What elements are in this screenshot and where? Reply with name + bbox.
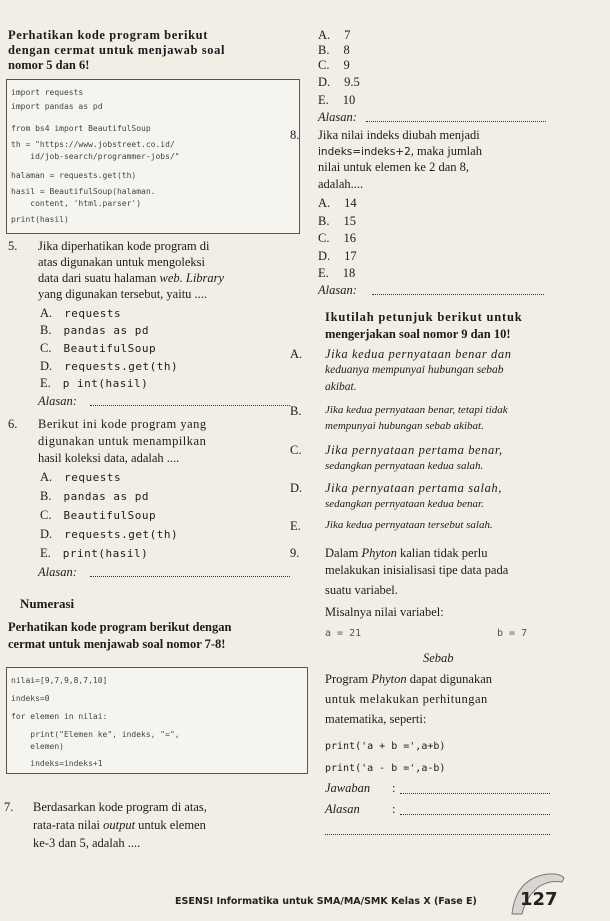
option-letter: D.: [318, 75, 331, 89]
q8-line-2: [318, 144, 482, 159]
q9-extra-line[interactable]: [325, 834, 550, 835]
intro-line-3: nomor 5 dan 6!: [8, 58, 90, 72]
code-line: from bs4 import BeautifulSoup: [11, 124, 151, 133]
q9-s1a: Program: [325, 672, 369, 686]
code-line: halaman = requests.get(th): [11, 171, 137, 180]
instruction-line-2: mengerjakan soal nomor 9 dan 10!: [325, 327, 511, 341]
q9-line-1b: Phyton: [361, 546, 397, 560]
q6-option-d[interactable]: [40, 527, 178, 542]
option-text: 17: [344, 249, 357, 263]
option-letter: D.: [40, 527, 53, 541]
option-text: 14: [344, 196, 357, 210]
numerasi-title: Numerasi: [20, 596, 75, 611]
q9-line-1a: Dalam: [325, 546, 359, 560]
q8-answer-line[interactable]: [372, 294, 544, 295]
q7-option-c[interactable]: [318, 58, 350, 73]
q7-number: 7.: [4, 800, 14, 814]
q8-alasan-label: Alasan:: [318, 283, 357, 297]
q6-answer-line[interactable]: [90, 576, 290, 577]
instruction-option-b-letter: B.: [290, 404, 302, 418]
q8-line-2a: indeks=indeks+2: [318, 146, 411, 158]
q9-alasan-label: Alasan: [325, 802, 360, 816]
q5-option-e[interactable]: [40, 376, 148, 391]
q9-line-2: melakukan inisialisasi tipe data pada: [325, 563, 509, 577]
option-letter: E.: [40, 376, 51, 390]
q5-line-4: yang digunakan tersebut, yaitu ....: [38, 287, 208, 301]
option-text: p int(hasil): [62, 377, 149, 390]
code-line: indeks=indeks+1: [11, 759, 103, 768]
footer-text: ESENSI Informatika untuk SMA/MA/SMK Kelas X (Fase E): [175, 896, 477, 907]
numerasi-line-2: cermat untuk menjawab soal nomor 7-8!: [8, 637, 226, 651]
intro-line-1: Perhatikan kode program berikut: [8, 28, 208, 42]
q9-sebab-line-2: untuk melakukan perhitungan: [325, 692, 488, 706]
code-line: th = "https://www.jobstreet.co.id/: [11, 140, 175, 149]
code-line: indeks=0: [11, 694, 50, 703]
q7-answer-line[interactable]: [366, 121, 546, 122]
q8-option-c[interactable]: [318, 231, 356, 246]
q8-line-1: Jika nilai indeks diubah menjadi: [318, 128, 480, 142]
q7-line-2: [33, 818, 206, 833]
instruction-option-d-line-2: sedangkan pernyataan kedua benar.: [325, 498, 484, 510]
q6-line-3: hasil koleksi data, adalah ....: [38, 451, 180, 465]
q9-line-1: [325, 546, 487, 561]
q6-option-c[interactable]: [40, 508, 156, 523]
option-letter: E.: [318, 93, 329, 107]
option-text: requests: [64, 307, 122, 320]
code-line: print("Elemen ke", indeks, "=",: [11, 730, 180, 739]
instruction-option-e-letter: E.: [290, 519, 301, 533]
option-letter: C.: [40, 508, 52, 522]
option-text: 8: [343, 43, 350, 57]
option-letter: C.: [318, 231, 330, 245]
q5-line-3a: data dari suatu halaman: [38, 271, 157, 285]
option-letter: D.: [318, 249, 331, 263]
option-letter: B.: [40, 323, 52, 337]
q8-line-2b: , maka jumlah: [410, 144, 482, 158]
q6-option-a[interactable]: [40, 470, 121, 485]
option-letter: B.: [318, 214, 330, 228]
q7-line-1: Berdasarkan kode program di atas,: [33, 800, 207, 814]
q7-line-2a: rata-rata nilai: [33, 818, 100, 832]
q9-s1c: dapat digunakan: [409, 672, 492, 686]
option-text: 16: [343, 231, 356, 245]
option-text: 9: [343, 58, 350, 72]
q7-option-b[interactable]: [318, 43, 350, 58]
instruction-option-c-line-1: Jika pernyataan pertama benar,: [325, 443, 503, 457]
q8-option-a[interactable]: [318, 196, 357, 211]
code-line: content, 'html.parser'): [11, 199, 142, 208]
code-line: id/job-search/programmer-jobs/": [11, 152, 180, 161]
q7-line-3: ke-3 dan 5, adalah ....: [33, 836, 141, 850]
q9-jawaban-colon: :: [392, 781, 396, 795]
page-number: 127: [520, 889, 558, 910]
instruction-option-a-letter: A.: [290, 347, 303, 361]
code-line: hasil = BeautifulSoup(halaman.: [11, 187, 156, 196]
q8-number: 8.: [290, 128, 300, 142]
option-letter: A.: [40, 470, 53, 484]
q9-alasan-line[interactable]: [400, 814, 550, 815]
option-letter: C.: [40, 341, 52, 355]
q8-line-4: adalah....: [318, 177, 364, 191]
q5-option-b[interactable]: [40, 323, 149, 338]
q5-option-d[interactable]: [40, 359, 178, 374]
q9-number: 9.: [290, 546, 300, 560]
instruction-option-c-letter: C.: [290, 443, 302, 457]
q5-option-a[interactable]: [40, 306, 121, 321]
code-line: import pandas as pd: [11, 102, 103, 111]
q9-line-3: suatu variabel.: [325, 583, 398, 597]
q8-option-d[interactable]: [318, 249, 357, 264]
option-text: BeautifulSoup: [63, 342, 157, 355]
q7-option-a[interactable]: [318, 28, 350, 43]
q6-line-1: Berikut ini kode program yang: [38, 417, 207, 431]
code-line: import requests: [11, 88, 84, 97]
q5-line-1: Jika diperhatikan kode program di: [38, 239, 210, 253]
q5-answer-line[interactable]: [90, 405, 290, 406]
q6-option-b[interactable]: [40, 489, 149, 504]
q9-sebab: Sebab: [423, 651, 454, 665]
q8-line-3: nilai untuk elemen ke 2 dan 8,: [318, 160, 470, 174]
q6-line-2: digunakan untuk menampilkan: [38, 434, 207, 448]
option-text: 7: [344, 28, 351, 42]
option-text: 15: [343, 214, 356, 228]
option-letter: E.: [40, 546, 51, 560]
q7-option-d[interactable]: [318, 75, 360, 90]
instruction-option-b-line-2: mempunyai hubungan sebab akibat.: [325, 420, 484, 432]
option-text: BeautifulSoup: [63, 509, 157, 522]
instruction-option-c-line-2: sedangkan pernyataan kedua salah.: [325, 460, 484, 472]
instruction-option-d-line-1: Jika pernyataan pertama salah,: [325, 481, 503, 495]
option-letter: B.: [40, 489, 52, 503]
q8-option-e[interactable]: [318, 266, 355, 281]
code-block-1: [6, 79, 300, 234]
option-text: 18: [342, 266, 356, 280]
q7-line-2c: untuk elemen: [138, 818, 206, 832]
q9-s1b: Phyton: [371, 672, 407, 686]
instruction-option-e-line-1: Jika kedua pernyataan tersebut salah.: [325, 519, 493, 531]
instruction-option-d-letter: D.: [290, 481, 303, 495]
q6-number: 6.: [8, 417, 18, 431]
q9-var-a: a = 21: [325, 628, 362, 639]
q9-sebab-line-3: matematika, seperti:: [325, 712, 427, 726]
option-text: requests: [64, 471, 122, 484]
instruction-option-a-line-2: keduanya mempunyai hubungan sebab: [325, 364, 504, 376]
q9-var-b: b = 7: [497, 628, 528, 639]
q6-option-e[interactable]: [40, 546, 148, 561]
q9-line-4: Misalnya nilai variabel:: [325, 605, 444, 619]
code-line: for elemen in nilai:: [11, 712, 108, 721]
q7-line-2b: output: [103, 818, 136, 832]
q9-sebab-line-1: [325, 672, 492, 687]
option-text: pandas as pd: [63, 490, 149, 503]
q5-line-3b: web. Library: [159, 271, 225, 285]
q9-code-line-2: print('a - b =',a-b): [325, 763, 446, 774]
option-letter: A.: [40, 306, 53, 320]
q7-alasan-label: Alasan:: [318, 110, 357, 124]
q9-code-line-1: print('a + b =',a+b): [325, 741, 446, 752]
code-line: nilai=[9,7,9,8,7,10]: [11, 676, 108, 685]
instruction-option-a-line-3: akibat.: [325, 381, 357, 393]
q5-line-3: [38, 271, 224, 286]
q8-option-b[interactable]: [318, 214, 356, 229]
instruction-option-a-line-1: Jika kedua pernyataan benar dan: [325, 347, 512, 361]
numerasi-line-1: Perhatikan kode program berikut dengan: [8, 620, 232, 634]
option-text: print(hasil): [62, 547, 149, 560]
q5-option-c[interactable]: [40, 341, 156, 356]
code-line: print(hasil): [11, 215, 69, 224]
q9-line-1c: kalian tidak perlu: [400, 546, 488, 560]
q5-alasan-label: Alasan:: [38, 394, 77, 408]
option-letter: C.: [318, 58, 330, 72]
option-text: 10: [342, 93, 356, 107]
option-text: pandas as pd: [63, 324, 149, 337]
option-letter: D.: [40, 359, 53, 373]
intro-line-2: dengan cermat untuk menjawab soal: [8, 43, 226, 57]
q5-number: 5.: [8, 239, 18, 253]
option-text: requests.get(th): [64, 360, 179, 373]
q5-line-2: atas digunakan untuk mengoleksi: [38, 255, 205, 269]
option-text: requests.get(th): [64, 528, 179, 541]
q9-jawaban-line[interactable]: [400, 793, 550, 794]
option-letter: A.: [318, 196, 331, 210]
option-text: 9.5: [344, 75, 360, 89]
q6-alasan-label: Alasan:: [38, 565, 77, 579]
option-letter: E.: [318, 266, 329, 280]
q9-alasan-colon: :: [392, 802, 396, 816]
code-line: elemen): [11, 742, 64, 751]
instruction-option-b-line-1: Jika kedua pernyataan benar, tetapi tidak: [325, 404, 508, 416]
option-letter: B.: [318, 43, 330, 57]
option-letter: A.: [318, 28, 331, 42]
code-block-2: [6, 667, 308, 774]
q9-jawaban-label: Jawaban: [325, 781, 371, 795]
q7-option-e[interactable]: [318, 93, 355, 108]
instruction-line-1: Ikutilah petunjuk berikut untuk: [325, 310, 523, 324]
